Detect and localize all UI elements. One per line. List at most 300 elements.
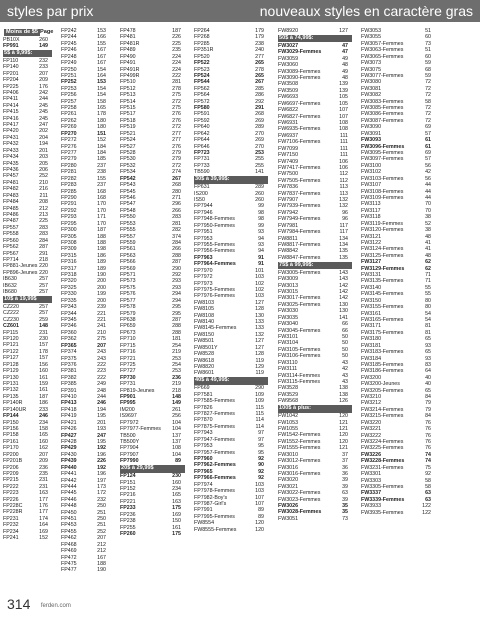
style-code: FP226 (3, 496, 19, 503)
style-page: 237 (97, 162, 106, 169)
style-code: FW3107 (361, 182, 382, 189)
style-page: 65 (425, 387, 431, 394)
style-code: FW3222 (361, 432, 382, 439)
style-code: FP577 (120, 297, 136, 304)
style-code: FP264 (194, 28, 210, 34)
style-code: FP269 (61, 124, 77, 131)
style-code: FP482 (3, 186, 19, 193)
style-page: 190 (97, 567, 106, 574)
style-page: 180 (97, 117, 106, 124)
style-page: 75 (425, 464, 431, 471)
style-page: 92 (258, 475, 264, 482)
style-code: FP546 (120, 194, 136, 201)
style-code: FP257 (61, 98, 77, 105)
style-code: FP545 (120, 188, 136, 195)
style-page: 130 (339, 301, 348, 308)
style-page: 152 (39, 535, 48, 542)
style-code: FP733 (194, 162, 210, 169)
style-code: FW3109-Femmes (361, 194, 404, 201)
style-code: FP7978-Femmes (194, 488, 235, 495)
style-code: FW1055 (278, 425, 299, 432)
style-page: 161 (39, 374, 48, 381)
style-code: FW3131 (361, 272, 382, 279)
style-code: FW3301 (361, 471, 382, 478)
style-page: 138 (339, 385, 348, 392)
style-page: 103 (255, 274, 264, 281)
style-code: FW8554 (194, 520, 215, 527)
style-code: FW3220 (361, 419, 382, 426)
style-page: 54 (425, 310, 431, 317)
style-code: FP351R (194, 47, 214, 54)
style-page: 207 (97, 342, 106, 349)
style-code: FW3185-Femmes (361, 361, 404, 368)
style-code: FW8820 (194, 364, 215, 371)
style-code: FW3933 (361, 503, 382, 510)
style-page: 252 (97, 528, 106, 535)
style-page: 270 (255, 143, 264, 150)
style-code: FP542 (120, 175, 136, 182)
style-page: 63 (425, 490, 431, 497)
style-page: 107 (255, 494, 264, 501)
style-code: FP375 (61, 355, 77, 362)
style-page: 231 (39, 483, 48, 490)
style-page: 268 (255, 111, 264, 118)
style-page: 267 (255, 79, 264, 86)
style-page: 160 (39, 368, 48, 375)
style-code: FP517 (120, 111, 136, 118)
style-page: 152 (97, 137, 106, 144)
style-code: FP250 (61, 66, 77, 73)
style-code: FP730 (120, 374, 136, 381)
style-page: 290 (255, 385, 264, 392)
style-page: 275 (97, 336, 106, 343)
style-code: FW3081 (361, 85, 382, 92)
style-page: 221 (97, 310, 106, 317)
style-code: FP414 (3, 102, 19, 109)
style-code: FP560 (3, 237, 19, 244)
style-code: FP421 (61, 419, 77, 426)
style-code: FP418 (61, 406, 77, 413)
style-code: FW3221 (361, 426, 382, 433)
style-page: 253 (172, 355, 181, 362)
style-page: 127 (255, 338, 264, 345)
style-page: 295 (172, 310, 181, 317)
index-column-2 (61, 28, 110, 574)
style-code: FP475 (61, 561, 77, 568)
style-page: 230 (39, 336, 48, 343)
style-page: 42 (425, 169, 431, 176)
style-page: 284 (39, 237, 48, 244)
style-code: FP309 (61, 246, 77, 253)
style-page: 275 (172, 105, 181, 112)
style-page: 93 (258, 229, 264, 236)
style-code: FW3200-Jeunes (361, 381, 400, 388)
style-code: FP428 (61, 439, 77, 445)
style-page: 207 (97, 535, 106, 542)
style-code: FP433 (3, 147, 19, 154)
style-code: FP715 (120, 342, 136, 349)
style-page: 104 (172, 419, 181, 426)
style-code: FW1542-Femmes (278, 432, 321, 439)
style-code: FW3089-Femmes (278, 68, 321, 75)
style-code: FP561 (120, 246, 136, 253)
style-code: FW8555-Femmes (194, 526, 237, 533)
style-code: FP450 (61, 509, 77, 516)
style-page: 212 (39, 205, 48, 212)
style-page: 66 (342, 327, 348, 334)
style-page: 39 (342, 477, 348, 484)
style-code: FW3935-Femmes (361, 509, 404, 516)
style-page: 111 (339, 152, 348, 159)
style-code: FW3065-Femmes (361, 53, 404, 60)
style-code: FW3060 (278, 62, 299, 69)
style-page: 241 (97, 323, 106, 330)
style-page: 117 (339, 229, 348, 236)
style-page: 230 (172, 473, 181, 480)
style-code: FW3183-Femmes (361, 349, 404, 356)
style-page: 51 (425, 28, 431, 34)
style-page: 62 (425, 265, 431, 272)
style-page: 72 (425, 111, 431, 118)
style-code: FP520 (194, 53, 210, 60)
style-code: FW1042 (278, 413, 299, 420)
style-page: 189 (97, 265, 106, 272)
style-page: 76 (425, 419, 431, 426)
style-page: 55 (425, 291, 431, 298)
style-code: FW3009 (278, 276, 299, 283)
style-code: FP131 (3, 381, 19, 388)
style-page: 149 (172, 400, 181, 407)
style-page: 224 (172, 53, 181, 60)
style-page: 137 (172, 439, 181, 445)
style-code: FW3086-Femmes (361, 111, 404, 118)
style-code: FW3085-Femmes (361, 105, 404, 112)
style-code: FP232 (3, 522, 19, 529)
style-page: 139 (339, 81, 348, 88)
style-code: FP132 (3, 387, 19, 394)
style-page: 288 (172, 329, 181, 336)
style-page: 237 (97, 182, 106, 189)
style-page: 184 (97, 143, 106, 150)
style-code: FP140 (3, 64, 19, 71)
style-code: FP410 (61, 394, 77, 401)
style-code: FW3027 (278, 42, 299, 49)
style-code: FW3110 (278, 359, 298, 366)
style-row (278, 28, 352, 34)
style-page: 187 (172, 28, 181, 34)
price-range-heading: 50$ à 74,99$: (278, 35, 352, 43)
style-code: FP487 (3, 218, 19, 225)
style-page: 216 (39, 186, 48, 193)
price-range-heading: 75$ à 99,99$: (278, 262, 352, 270)
style-code: FP448 (61, 503, 77, 510)
style-code: FP7581 (194, 391, 213, 398)
price-range-heading: 5$ à 9,99$: (3, 50, 52, 58)
price-range-label: Moins de $5 (6, 28, 39, 35)
style-page: 114 (255, 423, 264, 430)
style-code: FW8618 (194, 357, 215, 364)
style-code: FP7973 (194, 280, 213, 287)
style-page: 232 (39, 57, 48, 64)
style-code: FP209 (3, 470, 19, 477)
style-code: FW3097-Femmes (361, 156, 404, 163)
style-code: FP578 (120, 304, 136, 311)
style-code: FW7837-Femmes (278, 190, 321, 197)
style-page: 50 (342, 353, 348, 360)
style-page: 133 (255, 319, 264, 326)
style-page: 269 (255, 137, 264, 144)
style-code: FP290 (61, 194, 77, 201)
style-page: 106 (339, 158, 348, 165)
style-code: FP216 (120, 492, 136, 499)
style-code: FW3077-Femmes (361, 72, 404, 79)
style-page: 71 (425, 278, 431, 285)
style-page: 190 (97, 272, 106, 279)
style-page: 48 (342, 75, 348, 82)
style-page: 102 (255, 286, 264, 293)
style-page: 137 (172, 432, 181, 439)
style-page: 236 (39, 464, 48, 471)
style-page: 43 (342, 372, 348, 379)
style-code: FP427 (61, 432, 77, 439)
style-code: FP644 (194, 137, 210, 144)
style-code: FW3091 (361, 130, 382, 137)
style-code: FW3055 (361, 34, 382, 41)
style-page: 153 (97, 79, 106, 86)
style-code: FP484 (3, 199, 19, 206)
style-page: 250 (97, 516, 106, 523)
style-page: 276 (172, 117, 181, 124)
style-code: FW3090-Femmes (278, 75, 321, 82)
style-code: FW3113 (361, 201, 381, 208)
style-code: FP455 (61, 528, 77, 535)
style-page: 257 (39, 276, 48, 283)
style-page: 282 (172, 227, 181, 234)
style-code: FW7500 (278, 171, 299, 178)
style-code: FP382 (61, 374, 77, 381)
style-code: FP478 (120, 28, 136, 34)
style-code: FP200 (3, 451, 19, 458)
style-page: 195 (97, 413, 106, 420)
style-page: 265 (255, 60, 264, 67)
style-page: 243 (97, 355, 106, 362)
style-page: 279 (172, 150, 181, 157)
style-page: 161 (39, 387, 48, 394)
style-page: 277 (172, 137, 181, 144)
style-page: 167 (97, 554, 106, 561)
style-code: FP7976-Femmes (194, 293, 235, 300)
header-bar (0, 0, 480, 22)
style-code: FP7826 (194, 404, 213, 411)
style-page: 120 (339, 413, 348, 420)
style-page: 165 (39, 432, 48, 439)
style-page: 73 (425, 40, 431, 47)
style-page: 37 (342, 451, 348, 458)
style-code: FP527 (120, 143, 136, 150)
style-page: 39 (342, 496, 348, 503)
style-code: FP260 (120, 530, 136, 537)
style-page: 99 (258, 203, 264, 210)
style-page: 50 (342, 346, 348, 353)
style-code: FP512 (120, 85, 136, 92)
style-page: 96 (342, 216, 348, 223)
style-page: 176 (39, 503, 48, 510)
style-page: 234 (39, 419, 48, 426)
style-code: FP716 (120, 349, 136, 356)
style-code: FP292 (61, 207, 77, 214)
style-code: FW8920 (278, 28, 299, 34)
style-page: 186 (97, 252, 106, 259)
style-code: FW8103 (194, 299, 215, 306)
style-code: FW6937 (278, 132, 299, 139)
style-row (3, 43, 52, 49)
style-page: 185 (97, 156, 106, 163)
style-page: 235 (39, 470, 48, 477)
style-page: 108 (172, 445, 181, 452)
style-page: 36 (342, 470, 348, 477)
style-page: 169 (172, 511, 181, 518)
style-code: FP436 (3, 167, 19, 174)
style-code: FW1555-Femmes (278, 445, 321, 452)
style-page: 128 (255, 351, 264, 358)
style-page: 254 (172, 361, 181, 368)
style-code: FW3102 (361, 169, 382, 176)
style-code: FW3114-Femmes (278, 372, 320, 379)
style-code: FP152 (120, 486, 136, 493)
style-code: FW7836 (278, 184, 299, 191)
style-page: 166 (97, 34, 106, 41)
style-page: 171 (97, 214, 106, 221)
style-code: FW3029-Femmes (278, 49, 322, 56)
style-code: FW3145-Femmes (361, 291, 404, 298)
style-code: FW3215-Femmes (361, 413, 404, 420)
style-code: FW3121 (361, 233, 382, 240)
style-code: FP440 (61, 464, 77, 471)
style-code: FP534 (120, 169, 136, 176)
price-range-heading: 100$ à plus: (278, 405, 352, 413)
style-code: FP7966-Femmes (194, 475, 236, 482)
style-code: FP234 (3, 528, 19, 535)
style-code: FP419 (61, 413, 77, 420)
style-page: 148 (172, 394, 181, 401)
style-page: 132 (255, 331, 264, 338)
style-page: 155 (97, 175, 106, 182)
style-page: 291 (255, 105, 264, 112)
style-page: 245 (39, 109, 48, 116)
style-page: 58 (425, 477, 431, 484)
style-code: FW3210 (361, 394, 382, 401)
style-code: FP285 (61, 188, 77, 195)
style-code: FP481R (120, 40, 140, 47)
style-code: FP434 (3, 154, 19, 161)
style-code: FP420 (3, 128, 19, 135)
index-column-1 (3, 28, 52, 571)
style-code: FP7955-Femmes (194, 242, 235, 248)
style-page: 220 (39, 269, 48, 276)
style-page: 175 (172, 530, 181, 537)
style-code: FP524 (120, 137, 136, 144)
style-page: 120 (255, 520, 264, 527)
style-page: 176 (39, 83, 48, 90)
style-page: 81 (425, 329, 431, 336)
style-code: FW3117 (361, 207, 381, 214)
style-page: 37 (342, 458, 348, 465)
style-code: FP316 (61, 259, 77, 266)
style-code: FP562 (3, 244, 19, 251)
style-code: FP439 (61, 458, 77, 465)
style-code: CZ230 (3, 316, 19, 323)
style-code: FW3035 (278, 314, 299, 321)
style-page: 134 (339, 242, 348, 248)
style-page: 249 (97, 381, 106, 388)
style-code: FP550 (120, 214, 136, 221)
style-code: FP7974 (194, 481, 213, 488)
style-page: 278 (255, 66, 264, 73)
style-page: 153 (97, 28, 106, 34)
style-code: FP374 (61, 349, 77, 356)
style-page: 244 (39, 96, 48, 103)
style-code: FP255 (120, 524, 136, 531)
style-code: FW3017-Femmes (278, 295, 321, 302)
style-code: FW3165-Femmes (361, 316, 404, 323)
style-code: FW3118 (361, 214, 381, 221)
style-code: FP591 (194, 111, 210, 118)
style-code: FW3026 (278, 503, 299, 510)
style-code: FW3228-Femmes (361, 458, 405, 465)
style-page: 285 (255, 85, 264, 92)
style-code: FW6931 (278, 119, 299, 126)
header-left-title: styles par prix (7, 3, 94, 19)
style-page: 239 (97, 304, 106, 311)
style-code: FP564 (194, 92, 210, 99)
style-code: FP7965 (194, 468, 213, 475)
style-code: FW3105-Femmes (278, 346, 321, 353)
style-page: 192 (97, 445, 106, 452)
style-code: FW3053 (361, 28, 382, 34)
website-url[interactable]: ferden.com (40, 603, 71, 609)
style-page: 287 (172, 259, 181, 266)
style-page: 65 (425, 349, 431, 356)
style-code: FP431 (3, 134, 19, 141)
style-code: FP7875-Femmes (194, 423, 235, 430)
style-page: 270 (255, 130, 264, 137)
style-code: FP485 (3, 205, 19, 212)
style-page: 48 (342, 62, 348, 69)
style-page: 113 (339, 190, 348, 197)
index-column-5 (278, 28, 352, 571)
style-page: 157 (39, 355, 48, 362)
style-page: 257 (39, 289, 48, 296)
style-code: FW8842 (278, 248, 299, 255)
style-code: FP7948-Femmes (194, 216, 235, 223)
index-column-3 (120, 28, 185, 571)
style-page: 231 (39, 477, 48, 484)
style-page: 207 (39, 451, 48, 458)
style-page: 281 (172, 79, 181, 86)
style-code: FP7982-Boy's (194, 494, 228, 501)
style-page: 281 (172, 220, 181, 227)
style-page: 61 (425, 143, 431, 150)
style-code: FP124 (120, 473, 136, 480)
style-page: 174 (39, 515, 48, 522)
style-page: 71 (425, 272, 431, 279)
style-code: FP7964-Femmes (194, 261, 236, 268)
style-code: FP489 (120, 47, 136, 54)
style-page: 60 (425, 34, 431, 41)
style-page: 126 (339, 398, 348, 405)
price-range-heading: 40$ à 49,99$: (194, 377, 268, 385)
style-page: 115 (255, 404, 264, 411)
